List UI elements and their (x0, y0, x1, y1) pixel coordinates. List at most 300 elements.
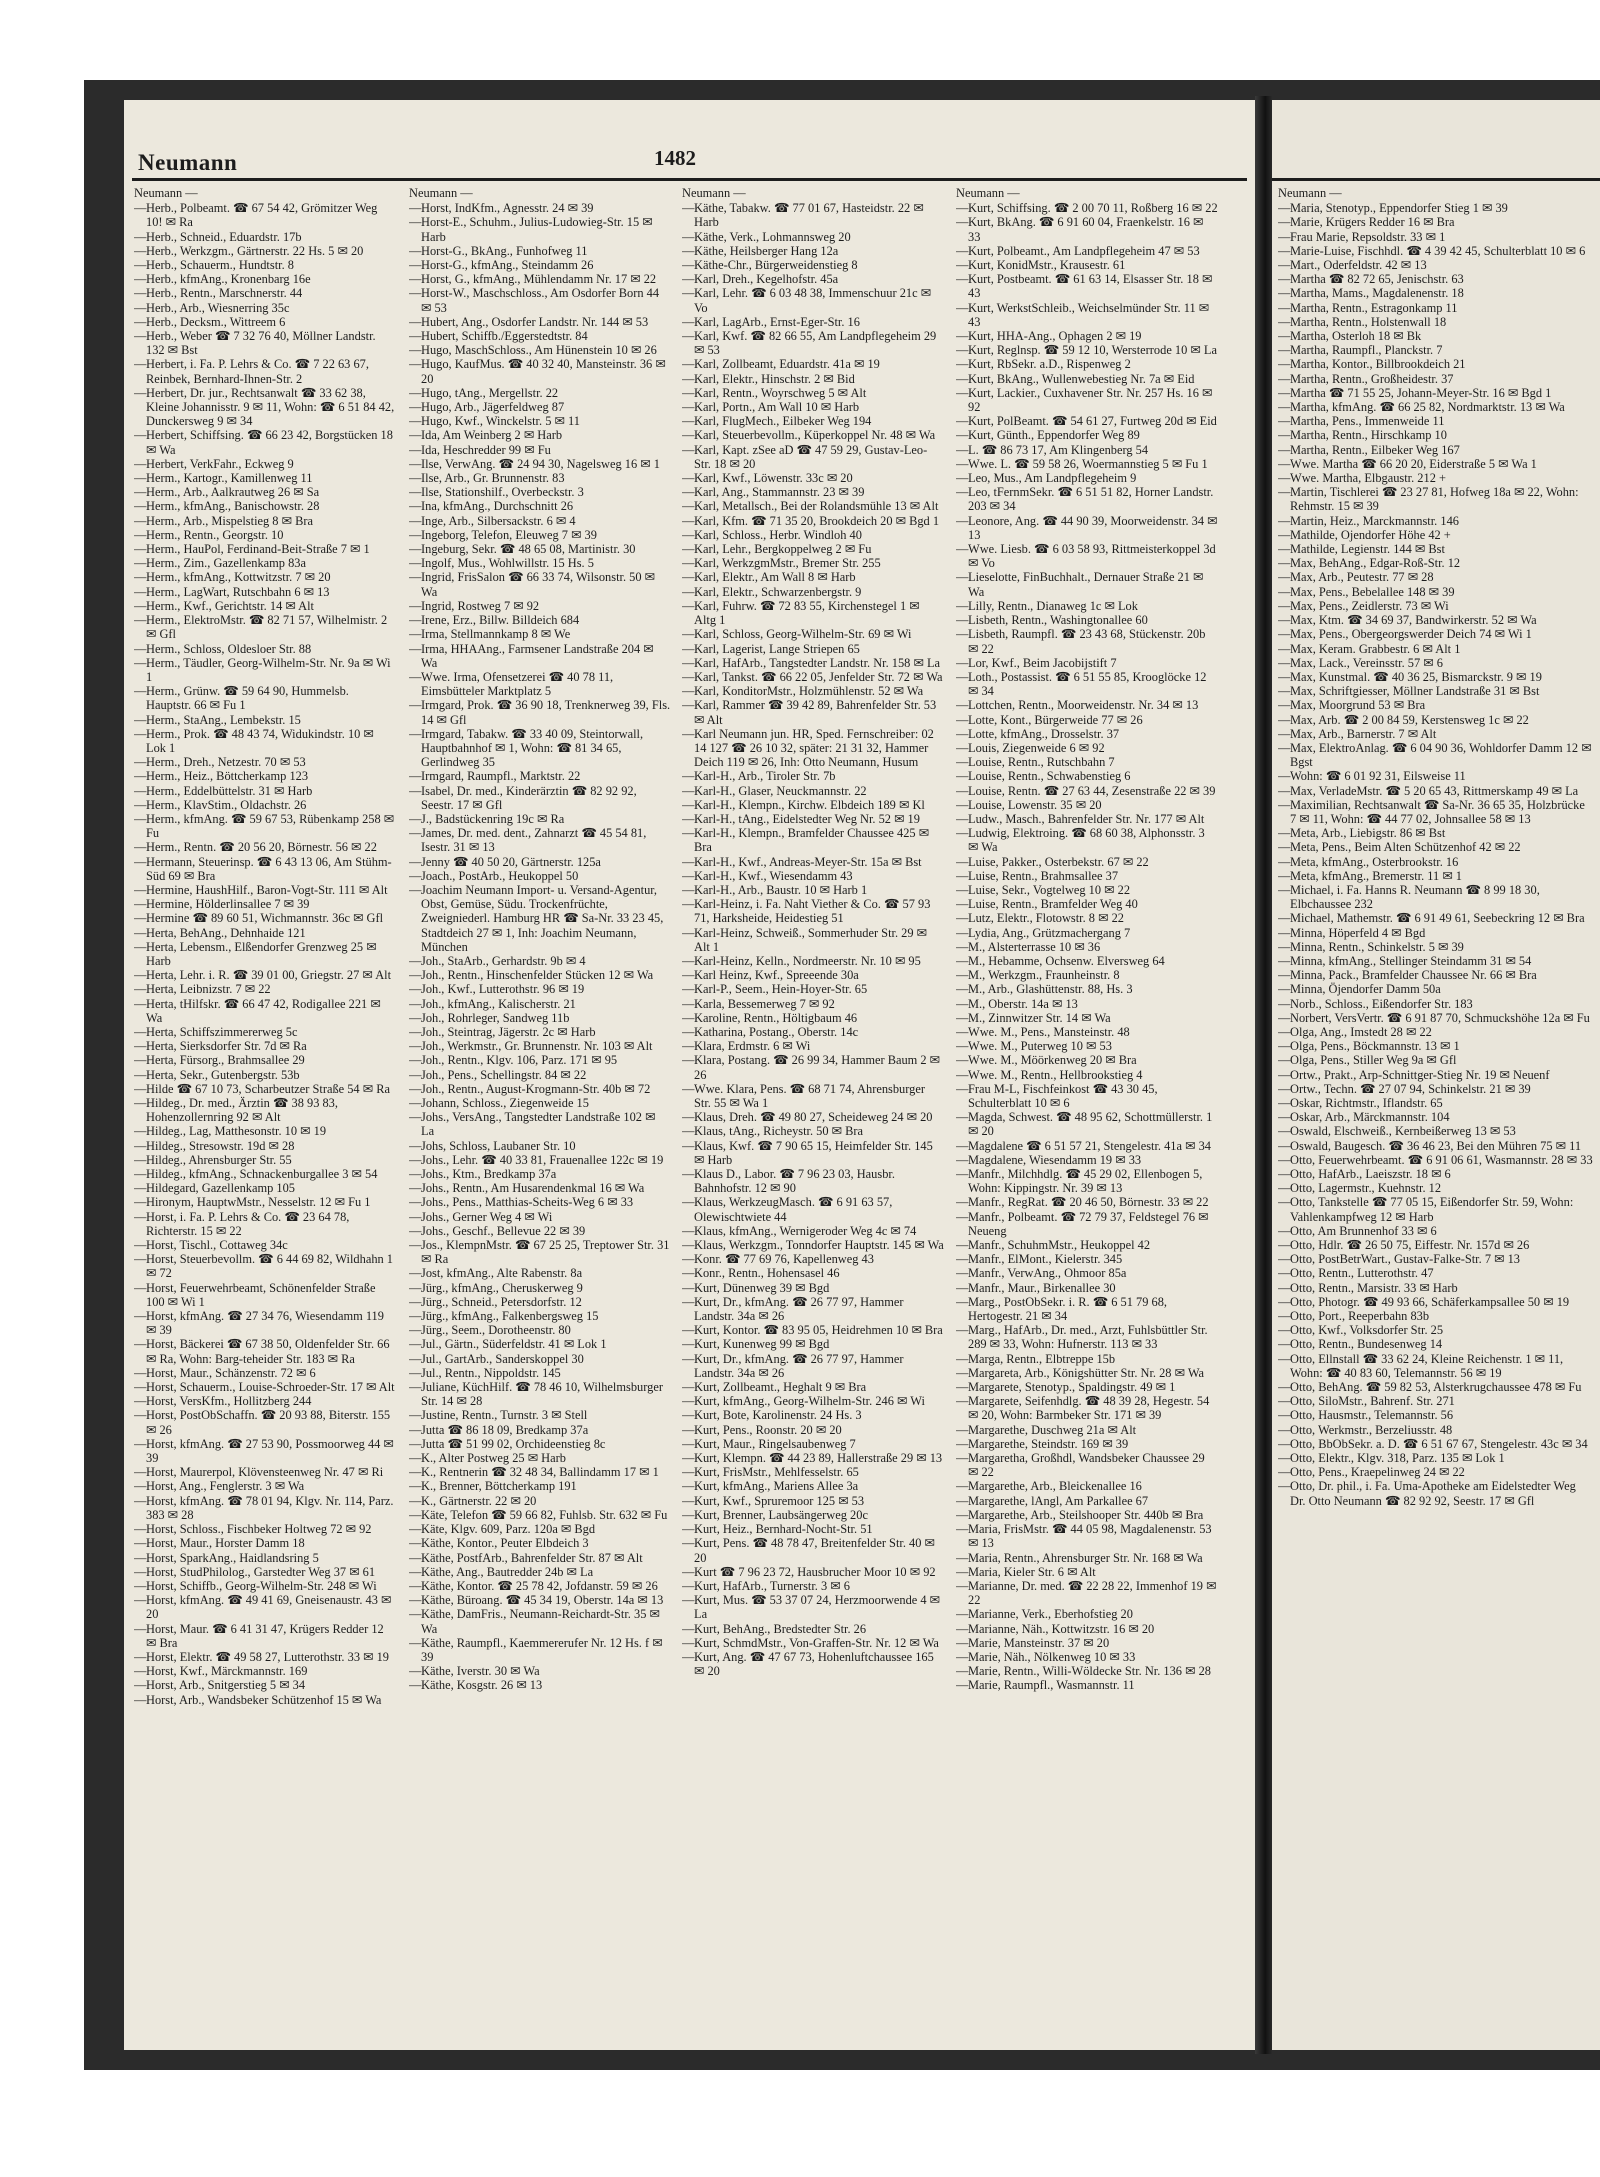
entry-text: Otto, PostBetrWart., Gustav-Falke-Str. 7 ✉ 13 (1290, 1252, 1520, 1267)
entry-dash: — (1278, 1380, 1291, 1395)
entry-text: Karl, Elektr., Am Wall 8 ✉ Harb (694, 570, 856, 585)
entry-dash: — (409, 1578, 422, 1593)
entry-text: Minna, kfmAng., Stellinger Steindamm 31 ✉ 54 (1290, 953, 1532, 968)
directory-entry (956, 1082, 1218, 1110)
directory-entry (682, 812, 944, 826)
entry-dash: — (134, 385, 147, 400)
entry-text: Marie, Mansteinstr. 37 ✉ 20 (968, 1635, 1110, 1650)
entry-dash: — (409, 400, 422, 415)
entry-dash: — (134, 272, 147, 287)
entry-dash: — (134, 243, 147, 258)
directory-entry (409, 485, 671, 499)
entry-text: Jürg., Seem., Dorotheenstr. 80 (421, 1323, 571, 1338)
entry-dash: — (134, 1365, 147, 1380)
entry-dash: — (956, 428, 969, 443)
entry-dash: — (134, 1536, 147, 1551)
entry-dash: — (409, 499, 422, 514)
entry-dash: — (1278, 258, 1291, 273)
directory-entry (1278, 627, 1594, 641)
directory-entry (682, 372, 944, 386)
entry-dash: — (682, 201, 695, 216)
entry-text: Hugo, MaschSchloss., Am Hünenstein 10 ✉ 26 (421, 343, 657, 358)
directory-entry (956, 755, 1218, 769)
entry-text: Hermann, Steuerinsp. ☎ 6 43 13 06, Am Stühm-Süd 69 ✉ Bra (146, 854, 392, 883)
entry-dash: — (134, 1337, 147, 1352)
entry-dash: — (682, 897, 695, 912)
directory-entry (1278, 272, 1594, 286)
directory-entry (1278, 883, 1594, 911)
directory-entry (682, 1508, 944, 1522)
entry-text: Lydia, Ang., Grützmachergang 7 (968, 925, 1131, 940)
entry-dash: — (682, 1266, 695, 1281)
entry-dash: — (956, 201, 969, 216)
entry-text: Kurt, BehAng., Bredstedter Str. 26 (694, 1621, 867, 1636)
entry-text: Wwe. L. ☎ 59 58 26, Woermannstieg 5 ✉ Fu 1 (968, 456, 1208, 471)
entry-text: Joh., Werkmstr., Gr. Brunnenstr. Nr. 103 ✉ Alt (421, 1039, 653, 1054)
entry-dash: — (1278, 925, 1291, 940)
entry-dash: — (134, 570, 147, 585)
entry-text: Karl-H., Kwf., Andreas-Meyer-Str. 15a ✉ Bst (694, 854, 922, 869)
entry-text: Kurt, kfmAng., Mariens Allee 3a (694, 1479, 859, 1494)
directory-entry (956, 968, 1218, 982)
entry-dash: — (956, 783, 969, 798)
directory-entry (409, 642, 671, 670)
entry-dash: — (409, 598, 422, 613)
entry-text: Jutta ☎ 51 99 02, Orchideenstieg 8c (421, 1436, 606, 1451)
entry-text: Horst, Steuerbevollm. ☎ 6 44 69 82, Wildhahn 1 ✉ 72 (146, 1252, 394, 1281)
entry-text: Karl, Elektr., Hinschstr. 2 ✉ Bid (694, 371, 855, 386)
directory-entry (956, 855, 1218, 869)
entry-text: Marie, Rentn., Willi-Wöldecke Str. Nr. 136 ✉ 28 (968, 1664, 1211, 1679)
directory-entry (956, 1266, 1218, 1280)
entry-dash: — (409, 343, 422, 358)
directory-entry (1278, 1224, 1594, 1238)
entry-text: Hildegard, Gazellenkamp 105 (146, 1181, 295, 1196)
directory-entry (134, 272, 396, 286)
directory-entry (956, 357, 1218, 371)
entry-text: Herb., Schneid., Eduardstr. 17b (146, 229, 302, 244)
entry-text: Ingolf, Mus., Wohlwillstr. 15 Hs. 5 (421, 556, 594, 571)
directory-entry (409, 1266, 671, 1280)
directory-entry (682, 329, 944, 357)
entry-text: Ida, Am Weinberg 2 ✉ Harb (421, 428, 563, 443)
entry-dash: — (956, 1564, 969, 1579)
entry-dash: — (682, 1522, 695, 1537)
entry-text: Loth., Postassist. ☎ 6 51 55 85, Krooglöcke 12 ✉ 34 (968, 669, 1207, 699)
entry-text: Herta, Lebensm., Elßendorfer Grenzweg 25 ✉ Harb (146, 939, 377, 968)
entry-dash: — (134, 456, 147, 471)
directory-entry (682, 1124, 944, 1138)
directory-entry (682, 1337, 944, 1351)
directory-entry (956, 1622, 1218, 1636)
entry-dash: — (409, 201, 422, 216)
entry-text: Klaus D., Labor. ☎ 7 96 23 03, Hausbr. Bahnhofstr. 12 ✉ 90 (694, 1167, 895, 1196)
directory-entry (956, 1423, 1218, 1437)
entry-text: Käthe, Ang., Bautredder 24b ✉ La (421, 1564, 594, 1579)
entry-text: Oswald, Baugesch. ☎ 36 46 23, Bei den Mühren 75 ✉ 11 (1290, 1138, 1582, 1153)
entry-text: Käthe, PostfArb., Bahrenfelder Str. 87 ✉ Alt (421, 1550, 643, 1565)
directory-entry (134, 1337, 396, 1365)
entry-dash: — (682, 314, 695, 329)
entry-dash: — (1278, 882, 1291, 897)
entry-dash: — (956, 698, 969, 713)
entry-text: Hubert, Schiffb./Eggerstedtstr. 84 (421, 329, 588, 344)
entry-text: Herta, Lehr. i. R. ☎ 39 01 00, Griegstr. 27 ✉ Alt (146, 968, 392, 983)
entry-dash: — (1278, 1479, 1291, 1494)
directory-entry (956, 940, 1218, 954)
entry-text: Otto, Lagermstr., Kuehnstr. 12 (1290, 1181, 1442, 1196)
entry-dash: — (682, 627, 695, 642)
directory-entry (134, 613, 396, 641)
entry-dash: — (956, 1578, 969, 1593)
directory-entry (1278, 1423, 1594, 1437)
entry-dash: — (409, 1664, 422, 1679)
directory-entry (956, 1281, 1218, 1295)
entry-text: Karoline, Rentn., Höltigbaum 46 (694, 1010, 858, 1025)
directory-entry (134, 230, 396, 244)
entry-text: Mathilde, Ojendorfer Höhe 42 + (1290, 527, 1451, 542)
directory-entry (956, 1380, 1218, 1394)
entry-dash: — (134, 1479, 147, 1494)
entry-text: Horst-G., kfmAng., Steindamm 26 (421, 258, 594, 273)
directory-entry (134, 1366, 396, 1380)
entry-dash: — (682, 243, 695, 258)
entry-text: Hugo, Arb., Jägerfeldweg 87 (421, 400, 565, 415)
entry-text: Margarethe, Steindstr. 169 ✉ 39 (968, 1436, 1129, 1451)
entry-text: Kurt, Dr., kfmAng. ☎ 26 77 97, Hammer Landstr. 34a ✉ 26 (694, 1294, 904, 1324)
directory-entry (956, 1252, 1218, 1266)
facing-column (1278, 186, 1594, 2036)
entry-dash: — (956, 897, 969, 912)
entry-text: Herm., Grünw. ☎ 59 64 90, Hummelsb. Hauptstr. 66 ✉ Fu 1 (146, 684, 349, 713)
directory-entry (682, 258, 944, 272)
entry-dash: — (409, 243, 422, 258)
directory-entry (1278, 784, 1594, 798)
entry-dash: — (1278, 684, 1291, 699)
entry-dash: — (956, 329, 969, 344)
entry-dash: — (409, 1436, 422, 1451)
entry-dash: — (409, 1323, 422, 1338)
entry-text: Karl, KonditorMstr., Holzmühlenstr. 52 ✉ Wa (694, 684, 924, 699)
entry-text: Herta, Sekr., Gutenbergstr. 53b (146, 1067, 300, 1082)
entry-text: Kurt, BkAng. ☎ 6 91 60 04, Fraenkelstr. 16 ✉ 33 (968, 215, 1204, 244)
directory-entry (956, 201, 1218, 215)
directory-entry (1278, 670, 1594, 684)
directory-entry (956, 1551, 1218, 1565)
entry-dash: — (1278, 1167, 1291, 1182)
directory-entry (134, 1678, 396, 1692)
entry-dash: — (1278, 1451, 1291, 1466)
entry-text: Hugo, tAng., Mergellstr. 22 (421, 385, 559, 400)
entry-text: Max, Keram. Grabbestr. 6 ✉ Alt 1 (1290, 641, 1461, 656)
entry-dash: — (956, 300, 969, 315)
directory-entry (956, 215, 1218, 243)
entry-dash: — (956, 854, 969, 869)
directory-entry (682, 1139, 944, 1167)
directory-entry (134, 1309, 396, 1337)
entry-dash: — (956, 442, 969, 457)
entry-dash: — (682, 1351, 695, 1366)
entry-dash: — (409, 570, 422, 585)
entry-dash: — (682, 868, 695, 883)
entry-text: Herm., LagWart, Rutschbahn 6 ✉ 13 (146, 584, 330, 599)
entry-dash: — (682, 442, 695, 457)
entry-dash: — (409, 1039, 422, 1054)
entry-text: K., Rentnerin ☎ 32 48 34, Ballindamm 17 ✉ 1 (421, 1465, 659, 1480)
entry-dash: — (134, 854, 147, 869)
directory-entry (956, 1565, 1218, 1579)
entry-text: Norb., Schloss., Eißendorfer Str. 183 (1290, 996, 1473, 1011)
entry-text: Otto, SiloMstr., Bahrenf. Str. 271 (1290, 1394, 1455, 1409)
entry-text: Max, Pens., Bebelallee 148 ✉ 39 (1290, 584, 1455, 599)
directory-entry (409, 1295, 671, 1309)
entry-dash: — (134, 1408, 147, 1423)
directory-entry (409, 982, 671, 996)
directory-entry (956, 627, 1218, 655)
entry-text: Karl-H., Arb., Baustr. 10 ✉ Harb 1 (694, 882, 868, 897)
entry-text: Martha, kfmAng. ☎ 66 25 82, Nordmarktstr. 13 ✉ Wa (1290, 400, 1565, 415)
entry-dash: — (956, 797, 969, 812)
entry-dash: — (134, 357, 147, 372)
entry-dash: — (409, 1422, 422, 1437)
entry-text: Karl-Heinz, i. Fa. Naht Viether & Co. ☎ 57 93 71, Harksheide, Heidestieg 51 (694, 897, 931, 926)
entry-dash: — (1278, 726, 1291, 741)
directory-entry (956, 301, 1218, 329)
entry-text: Käte, Telefon ☎ 59 66 82, Fuhlsb. Str. 632 ✉ Fu (421, 1507, 668, 1522)
entry-dash: — (1278, 1067, 1291, 1082)
entry-dash: — (409, 1536, 422, 1551)
directory-entry (1278, 599, 1594, 613)
entry-dash: — (682, 1380, 695, 1395)
entry-dash: — (682, 996, 695, 1011)
entry-dash: — (956, 1365, 969, 1380)
directory-entry (956, 258, 1218, 272)
directory-entry (409, 869, 671, 883)
entry-text: Irmgard, Raumpfl., Marktstr. 22 (421, 769, 581, 784)
entry-dash: — (956, 1522, 969, 1537)
directory-entry (956, 1494, 1218, 1508)
entry-dash: — (956, 868, 969, 883)
directory-entry (134, 897, 396, 911)
entry-dash: — (134, 840, 147, 855)
entry-text: Joh., Rentn., Klgv. 106, Parz. 171 ✉ 95 (421, 1053, 618, 1068)
directory-entry (409, 386, 671, 400)
entry-text: Käthe, Büroang. ☎ 45 34 19, Oberstr. 14a ✉ 13 (421, 1593, 664, 1608)
entry-text: Konr. ☎ 77 69 76, Kapellenweg 43 (694, 1252, 874, 1267)
entry-dash: — (956, 911, 969, 926)
directory-entry (409, 1565, 671, 1579)
entry-text: Käthe, Kontor., Peuter Elbdeich 3 (421, 1536, 589, 1551)
entry-text: Hermine ☎ 89 60 51, Wichmannstr. 36c ✉ Gfl (146, 911, 384, 926)
entry-text: Karl-Heinz, Kelln., Nordmeerstr. Nr. 10 ✉ 95 (694, 953, 921, 968)
entry-dash: — (1278, 556, 1291, 571)
entry-dash: — (1278, 783, 1291, 798)
directory-entry (409, 258, 671, 272)
directory-entry (956, 670, 1218, 698)
entry-dash: — (409, 698, 422, 713)
directory-entry (1278, 400, 1594, 414)
entry-text: Klara, Postang. ☎ 26 99 34, Hammer Baum 2 ✉ 26 (694, 1053, 941, 1082)
entry-text: Klaus, kfmAng., Wernigeroder Weg 4c ✉ 74 (694, 1223, 917, 1238)
entry-dash: — (956, 1010, 969, 1025)
directory-entry (134, 684, 396, 712)
entry-dash: — (409, 1635, 422, 1650)
directory-entry (1278, 1153, 1594, 1167)
directory-entry (956, 428, 1218, 442)
entry-text: Luise, Rentn., Brahmsallee 37 (968, 868, 1119, 883)
directory-entry (409, 499, 671, 513)
directory-entry (682, 386, 944, 400)
entry-text: Ingeburg, Sekr. ☎ 48 65 08, Martinistr. 30 (421, 542, 636, 557)
entry-text: Katharina, Postang., Oberstr. 14c (694, 1024, 859, 1039)
entry-dash: — (956, 1053, 969, 1068)
directory-entry (956, 1025, 1218, 1039)
entry-text: Martha, Rentn., Estragonkamp 11 (1290, 300, 1458, 315)
entry-dash: — (682, 1294, 695, 1309)
entry-text: Karl, WerkzgmMstr., Bremer Str. 255 (694, 556, 881, 571)
entry-text: Käthe, DamFris., Neumann-Reichardt-Str. 35 ✉ Wa (421, 1607, 660, 1636)
entry-text: Mathilde, Legienstr. 144 ✉ Bst (1290, 542, 1445, 557)
directory-entry (682, 471, 944, 485)
entry-dash: — (682, 1039, 695, 1054)
entry-dash: — (956, 1351, 969, 1366)
entry-dash: — (1278, 868, 1291, 883)
directory-entry (956, 1650, 1218, 1664)
entry-dash: — (682, 1110, 695, 1125)
entry-dash: — (682, 485, 695, 500)
entry-text: Kurt, FrisMstr., Mehlfesselstr. 65 (694, 1465, 859, 1480)
directory-entry (956, 713, 1218, 727)
directory-entry (682, 1565, 944, 1579)
entry-dash: — (134, 1380, 147, 1395)
entry-dash: — (956, 1649, 969, 1664)
entry-text: Kurt, Dr., kfmAng. ☎ 26 77 97, Hammer Landstr. 34a ✉ 26 (694, 1351, 904, 1380)
directory-entry (409, 471, 671, 485)
directory-entry (956, 1479, 1218, 1493)
entry-dash: — (682, 1422, 695, 1437)
entry-text: Max, VerladeMstr. ☎ 5 20 65 43, Rittmerskamp 49 ✉ La (1290, 783, 1579, 798)
entry-dash: — (682, 1536, 695, 1551)
entry-text: Kurt, Zollbeamt., Heghalt 9 ✉ Bra (694, 1380, 867, 1395)
entry-text: Kurt, kfmAng., Georg-Wilhelm-Str. 246 ✉ Wi (694, 1394, 925, 1409)
directory-entry (409, 1678, 671, 1692)
entry-dash: — (682, 258, 695, 273)
entry-text: Max, Moorgrund 53 ✉ Bra (1290, 698, 1426, 713)
entry-text: Otto, Pens., Kraepelinweg 24 ✉ 22 (1290, 1465, 1465, 1480)
directory-entry (682, 1082, 944, 1110)
directory-entry (134, 471, 396, 485)
entry-dash: — (409, 1493, 422, 1508)
entry-text: Joh., Kwf., Lutterothstr. 96 ✉ 19 (421, 982, 585, 997)
entry-text: Kurt, Pens. ☎ 48 78 47, Breitenfelder Str. 40 ✉ 20 (694, 1536, 935, 1565)
entry-text: Martha, Rentn., Holstenwall 18 (1290, 314, 1447, 329)
directory-entry (956, 471, 1218, 485)
entry-dash: — (409, 1309, 422, 1324)
entry-dash: — (409, 953, 422, 968)
entry-text: Johs., Lehr. ☎ 40 33 81, Frauenallee 122c ✉ 19 (421, 1152, 664, 1167)
directory-entry (956, 613, 1218, 627)
directory-entry (409, 1508, 671, 1522)
entry-dash: — (956, 755, 969, 770)
directory-entry (1278, 1039, 1594, 1053)
directory-entry (134, 1195, 396, 1209)
directory-entry (1278, 1281, 1594, 1295)
entry-text: Marianne, Verk., Eberhofstieg 20 (968, 1607, 1133, 1622)
entry-dash: — (134, 897, 147, 912)
entry-text: Hildeg., Dr. med., Ärztin ☎ 38 93 83, Hohenzollernring 92 ✉ Alt (146, 1096, 338, 1125)
directory-entry (134, 599, 396, 613)
entry-dash: — (956, 939, 969, 954)
entry-dash: — (956, 570, 969, 585)
entry-text: Wwe. Klara, Pens. ☎ 68 71 74, Ahrensburger Str. 55 ✉ Wa 1 (694, 1081, 925, 1110)
entry-dash: — (682, 1564, 695, 1579)
directory-entry (682, 1224, 944, 1238)
entry-dash: — (409, 1465, 422, 1480)
entry-dash: — (956, 542, 969, 557)
entry-dash: — (956, 627, 969, 642)
directory-entry (409, 244, 671, 258)
entry-dash: — (134, 1550, 147, 1565)
entry-dash: — (1278, 911, 1291, 926)
entry-text: Kurt, Kontor. ☎ 83 95 05, Heidrehmen 10 ✉ Bra (694, 1323, 943, 1338)
entry-text: Kurt, Pens., Roonstr. 20 ✉ 20 (694, 1422, 842, 1437)
entry-dash: — (409, 1564, 422, 1579)
entry-text: Martha, Rentn., Großheidestr. 37 (1290, 371, 1454, 386)
directory-entry (1278, 301, 1594, 315)
entry-dash: — (409, 314, 422, 329)
entry-text: Joachim Neumann Import- u. Versand-Agentur, Obst, Gemüse, Südu. Trockenfrüchte, Zweigniederl. Hamburg HR ☎ Sa-Nr. 33 23 45, Stadtdeich 27 ✉ 1, Inh: Joachim Neumann, München (421, 882, 664, 954)
directory-entry (956, 1295, 1218, 1323)
entry-dash: — (956, 1607, 969, 1622)
directory-entry (409, 1536, 671, 1550)
entry-text: Juliane, KüchHilf. ☎ 78 46 10, Wilhelmsburger Str. 14 ✉ 28 (421, 1380, 663, 1409)
entry-dash: — (682, 272, 695, 287)
directory-entry (682, 1622, 944, 1636)
directory-entry (956, 514, 1218, 542)
entry-text: Marg., HafArb., Dr. med., Arzt, Fuhlsbüttler Str. 289 ✉ 33, Wohn: Hufnerstr. 113 ✉ 33 (968, 1323, 1208, 1352)
directory-entry (956, 272, 1218, 300)
entry-text: Margarethe, Arb., Bleickenallee 16 (968, 1479, 1142, 1494)
entry-dash: — (134, 286, 147, 301)
entry-text: Herta, Schiffszimmererweg 5c (146, 1024, 298, 1039)
directory-entry (1278, 727, 1594, 741)
directory-entry (1278, 485, 1594, 513)
directory-entry (134, 1408, 396, 1436)
directory-entry (1278, 1323, 1594, 1337)
entry-dash: — (1278, 968, 1291, 983)
entry-text: Käthe-Chr., Bürgerweidenstieg 8 (694, 258, 858, 273)
entry-text: M., Werkzgm., Fraunheinstr. 8 (968, 968, 1120, 983)
entry-dash: — (134, 641, 147, 656)
entry-text: Otto, Ellnstall ☎ 33 62 24, Kleine Reichenstr. 1 ✉ 11, Wohn: ☎ 40 83 60, Telemannstr. 56 ✉ 19 (1290, 1351, 1564, 1380)
directory-entry (956, 897, 1218, 911)
entry-text: Horst, kfmAng. ☎ 49 41 69, Gneisenaustr. 43 ✉ 20 (146, 1593, 392, 1622)
entry-dash: — (682, 1451, 695, 1466)
entry-dash: — (409, 726, 422, 741)
directory-entry (956, 372, 1218, 386)
entry-dash: — (1278, 357, 1291, 372)
entry-text: Karl-H., Arb., Tiroler Str. 7b (694, 769, 836, 784)
entry-dash: — (1278, 797, 1291, 812)
entry-text: M., Oberstr. 14a ✉ 13 (968, 996, 1078, 1011)
entry-text: Lutz, Elektr., Flotowstr. 8 ✉ 22 (968, 911, 1124, 926)
entry-text: M., Arb., Glashüttenstr. 88, Hs. 3 (968, 982, 1133, 997)
entry-text: Otto, Hausmstr., Telemannstr. 56 (1290, 1408, 1454, 1423)
entry-text: Horst, Maurerpol, Klövensteenweg Nr. 47 ✉ Ri (146, 1465, 384, 1480)
entry-dash: — (956, 1138, 969, 1153)
entry-dash: — (134, 513, 147, 528)
entry-dash: — (409, 1280, 422, 1295)
